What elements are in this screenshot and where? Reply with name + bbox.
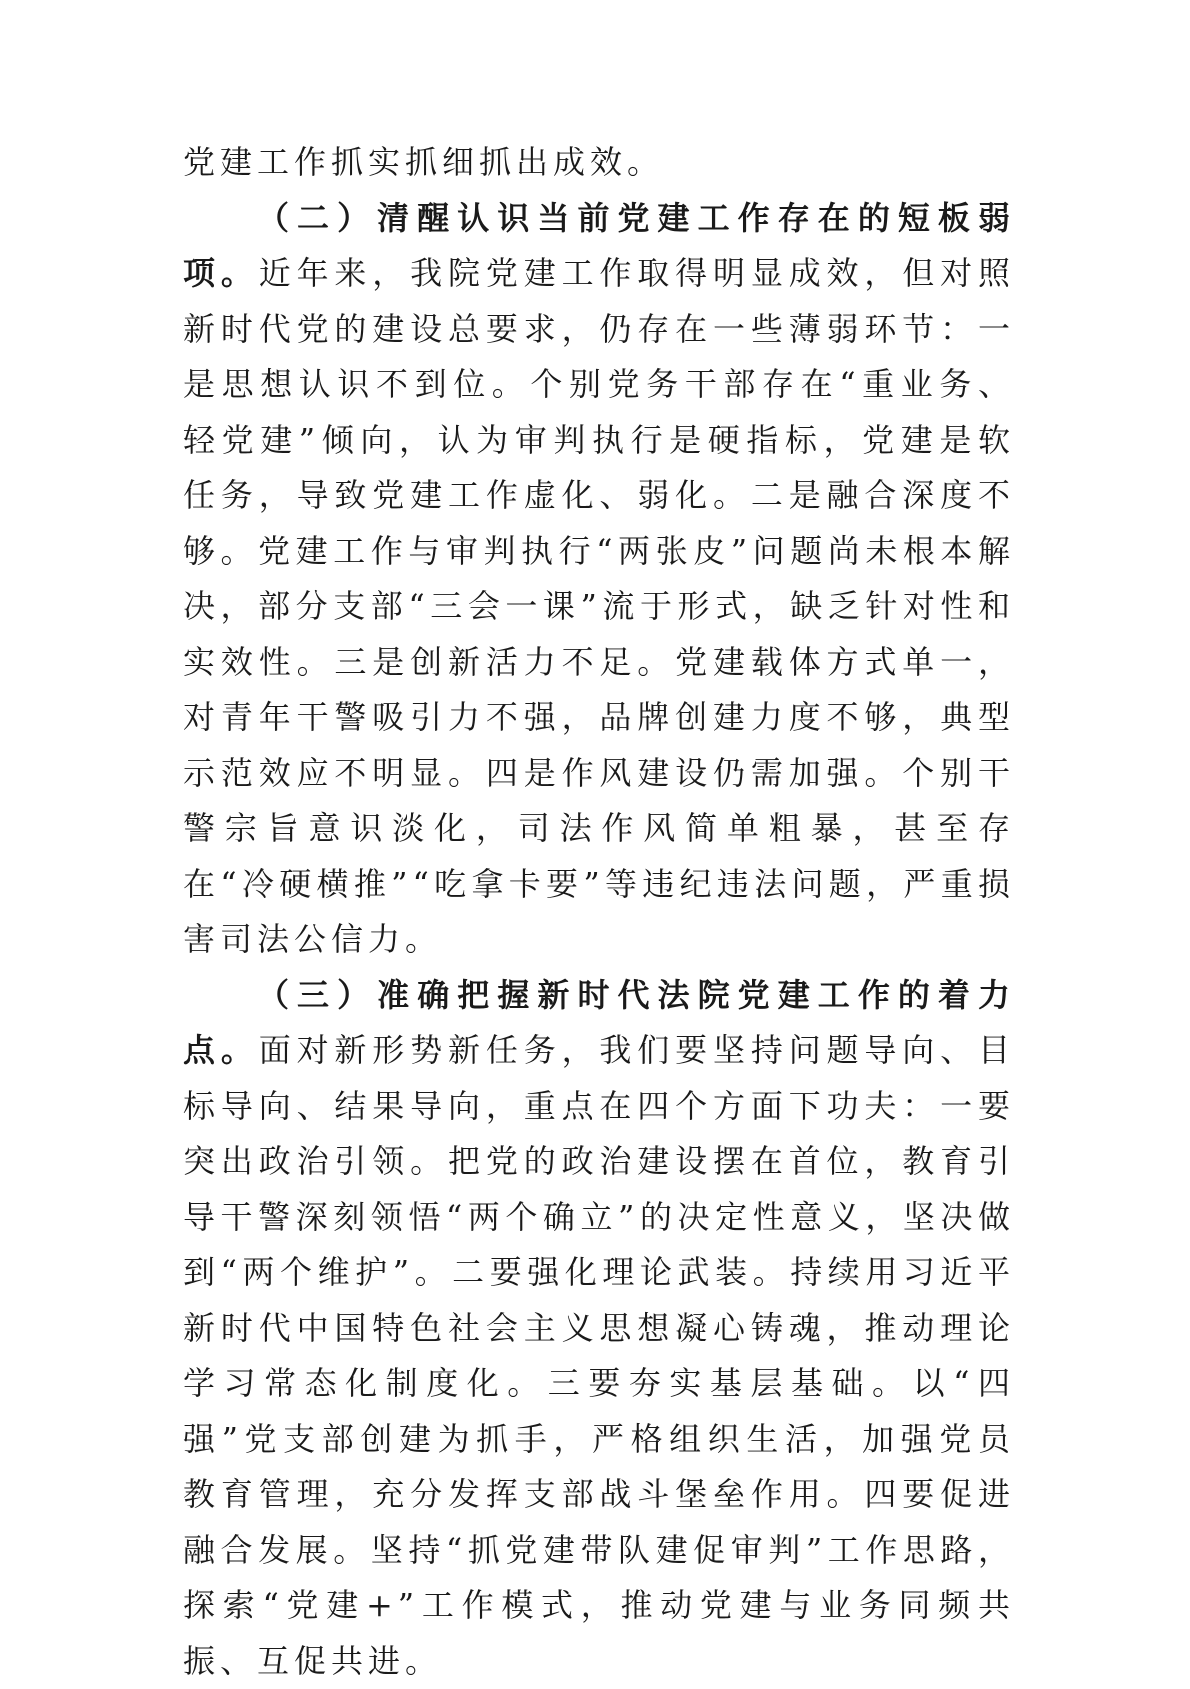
document-page bbox=[183, 135, 1015, 1689]
paragraph-section-3 bbox=[183, 968, 1015, 1689]
paragraph-continuation bbox=[183, 135, 1015, 191]
section-2-body: 近年来，我院党建工作取得明显成效，但对照新时代党的建设总要求，仍存在一些薄弱环节：一是思想认识不到位。个别党务干部存在“重业务、轻党建”倾向，认为审判执行是硬指标，党建是软任务，导致党建工作虚化、弱化。二是融合深度不够。党建工作与审判执行“两张皮”问题尚未根本解决，部分支部“三会一课”流于形式，缺乏针对性和实效性。三是创新活力不足。党建载体方式单一，对青年干警吸引力不强，品牌创建力度不够，典型示范效应不明显。四是作风建设仍需加强。个别干警宗旨意识淡化，司法作风简单粗暴，甚至存在“冷硬横推”“吃拿卡要”等违纪违法问题，严重损害司法公信力。 bbox=[183, 254, 1015, 958]
paragraph-section-2 bbox=[183, 191, 1015, 968]
section-3-heading: （三）准确把握新时代法院党建工作的着力点。 bbox=[183, 976, 1015, 1070]
section-2-heading: （二）清醒认识当前党建工作存在的短板弱项。 bbox=[183, 199, 1015, 293]
section-3-body: 面对新形势新任务，我们要坚持问题导向、目标导向、结果导向，重点在四个方面下功夫：一要突出政治引领。把党的政治建设摆在首位，教育引导干警深刻领悟“两个确立”的决定性意义，坚决做到“两个维护”。二要强化理论武装。持续用习近平新时代中国特色社会主义思想凝心铸魂，推动理论学习常态化制度化。三要夯实基层基础。以“四强”党支部创建为抓手，严格组织生活，加强党员教育管理，充分发挥支部战斗堡垒作用。四要促进融合发展。坚持“抓党建带队建促审判”工作思路，探索“党建+”工作模式，推动党建与业务同频共振、互促共进。 bbox=[183, 1031, 1015, 1680]
paragraph-text: 党建工作抓实抓细抓出成效。 bbox=[183, 143, 664, 181]
